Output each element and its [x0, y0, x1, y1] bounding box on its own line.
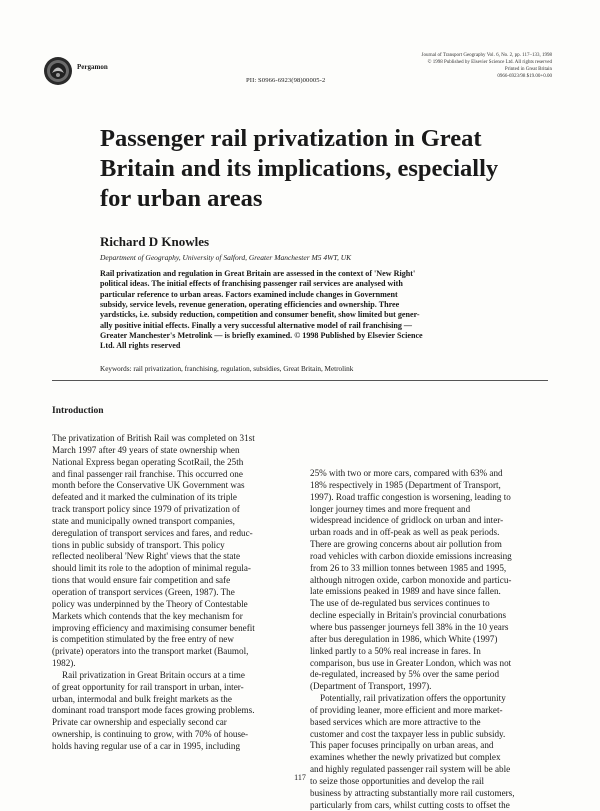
text-line: National Express began operating ScotRail, the 25th: [52, 456, 244, 467]
text-line: based services which are more attractive to the: [310, 716, 481, 727]
text-line: policy was underpinned by the Theory of Contestable: [52, 598, 248, 609]
abstract-line: subsidy, service levels, revenue generation, operating efficiencies and ownership. Three: [100, 300, 400, 310]
text-line: from 26 to 33 million tonnes between 1985 and 1995,: [310, 562, 507, 573]
text-line: examines whether the newly privatized but complex: [310, 752, 501, 763]
journal-citation: Journal of Transport Geography Vol. 6, No. 2, pp. 117–133, 1998: [421, 53, 552, 58]
journal-info: [352, 52, 552, 80]
text-line: dominant road transport mode faces growing problems.: [52, 705, 255, 716]
text-line: longer journey times and more frequent and: [310, 503, 471, 514]
text-line: and final passenger rail franchise. This occurred one: [52, 468, 243, 479]
text-line: month before the Conservative UK Government was: [52, 480, 245, 491]
publisher-name: Pergamon: [77, 63, 108, 71]
abstract-line: Greater Manchester's Metrolink — is briefly examined. © 1998 Published by Elsevier Science: [100, 331, 423, 341]
text-line: particularly from cars, whilst cutting costs to offset the: [310, 799, 510, 810]
text-line: should limit its role to the adoption of minimal regula-: [52, 563, 251, 574]
text-line: urban roads and in off-peak as well as peak periods.: [310, 527, 500, 538]
abstract-line: Rail privatization and regulation in Great Britain are assessed in the context of 'New Right': [100, 269, 416, 278]
abstract-line: political ideas. The initial effects of franchising passenger rail services are analysed with: [100, 279, 403, 289]
text-line: deregulation of transport services and fares, and reduc-: [52, 527, 253, 538]
text-line: and highly regulated passenger rail system will be able: [310, 764, 511, 775]
copyright-line: © 1998 Published by Elsevier Science Ltd. All rights reserved: [427, 60, 552, 65]
text-line: tions in public subsidy of transport. This policy: [52, 539, 225, 550]
text-line: Potentially, rail privatization offers the opportunity: [320, 693, 506, 704]
header-divider: [52, 380, 548, 381]
abstract-line: particular reference to urban areas. Factors examined include changes in Government: [100, 289, 398, 299]
text-line: urban, intermodal and bulk freight markets as the: [52, 693, 232, 704]
text-line: operation of transport services (Green, 1987). The: [52, 586, 235, 597]
issn-price: 0966-6923/98 $19.00+0.00: [497, 74, 552, 79]
paragraph: [310, 693, 542, 811]
right-column: [310, 468, 542, 811]
text-line: 25% with two or more cars, compared with 63% and: [310, 468, 503, 478]
text-line: reflected neoliberal 'New Right' views that the state: [52, 551, 241, 562]
text-line: March 1997 after 49 years of state ownership when: [52, 444, 240, 455]
text-line: of great opportunity for rail transport in urban, inter-: [52, 681, 244, 692]
text-line: widespread incidence of gridlock on urban and inter-: [310, 515, 504, 526]
text-line: track transport policy since 1979 of privatization of: [52, 504, 240, 515]
text-line: This paper focuses principally on urban areas, and: [310, 740, 494, 751]
text-line: although nitrogen oxide, carbon monoxide and particu-: [310, 574, 512, 585]
text-line: Private car ownership and especially second car: [52, 717, 227, 728]
text-line: linked partly to a 50% real increase in fares. In: [310, 645, 481, 656]
text-line: decline especially in Britain's provincial conurbations: [310, 610, 507, 621]
text-line: comparison, bus use in Greater London, which was not: [310, 657, 512, 668]
section-heading: Introduction: [52, 406, 104, 416]
text-line: 1997). Road traffic congestion is worsening, leading to: [310, 491, 511, 502]
paragraph: [310, 468, 542, 693]
text-line: late emissions peaked in 1989 and have since fallen.: [310, 586, 501, 597]
text-line: tions that would ensure fair competition and safe: [52, 575, 231, 586]
abstract-line: ally positive initial effects. Finally a very successful alternative model of rail franchising —: [100, 320, 413, 330]
printed-in: Printed in Great Britain: [504, 67, 552, 72]
text-line: to seize those opportunities and develop the rail: [310, 775, 485, 786]
text-line: is competition stimulated by the free entry of new: [52, 634, 234, 645]
text-line: de-regulated, increased by 5% over the same period: [310, 669, 500, 680]
text-line: after bus deregulation in 1986, which White (1997): [310, 633, 498, 644]
text-line: The privatization of British Rail was completed on 31st: [52, 433, 255, 443]
text-line: (private) operators into the transport market (Baumol,: [52, 646, 249, 657]
author-name: Richard D Knowles: [100, 234, 210, 249]
author-affiliation: Department of Geography, University of Salford, Greater Manchester M5 4WT, UK: [100, 253, 352, 262]
text-line: defeated and it marked the culmination of its triple: [52, 492, 237, 503]
abstract: [100, 269, 546, 352]
text-line: customer and cost the taxpayer less in public subsidy.: [310, 728, 506, 739]
text-line: Rail privatization in Great Britain occurs at a time: [62, 669, 245, 680]
text-line: holds having regular use of a car in 1995, including: [52, 740, 241, 751]
page-number: 117: [294, 773, 306, 782]
text-line: The use of de-regulated bus services continues to: [310, 598, 490, 609]
text-line: where bus passenger journeys fell 38% in the 10 years: [310, 621, 509, 632]
paragraph: [52, 433, 284, 670]
text-line: 1982).: [52, 658, 76, 669]
text-line: of providing leaner, more efficient and more market-: [310, 704, 503, 715]
paragraph: [52, 670, 284, 753]
text-line: Markets which contends that the key mechanism for: [52, 610, 243, 621]
text-line: improving efficiency and maximising consumer benefit: [52, 622, 255, 633]
text-line: business by attracting substantially more rail customers,: [310, 787, 515, 798]
abstract-line: Ltd. All rights reserved: [100, 341, 181, 351]
abstract-line: yardsticks, i.e. subsidy reduction, competition and consumer benefit, show limited but gener-: [100, 310, 420, 320]
text-line: ownership, is continuing to grow, with 70% of house-: [52, 729, 249, 740]
text-line: There are growing concerns about air pollution from: [310, 539, 502, 550]
pergamon-logo: [43, 56, 73, 86]
text-line: (Department of Transport, 1997).: [310, 681, 432, 692]
text-line: 18% respectively in 1985 (Department of Transport,: [310, 479, 501, 490]
text-line: road vehicles with carbon dioxide emissions increasing: [310, 550, 512, 561]
article-title: Passenger rail privatization in Great Britain and its implications, especially for urban areas: [100, 125, 499, 212]
text-line: state and municipally owned transport companies,: [52, 515, 235, 526]
pii-code: PII: S0966-6923(98)00005-2: [246, 77, 326, 84]
keywords: Keywords: rail privatization, franchising, regulation, subsidies, Great Britain, Metrolink: [100, 365, 354, 373]
left-column: [52, 405, 284, 753]
